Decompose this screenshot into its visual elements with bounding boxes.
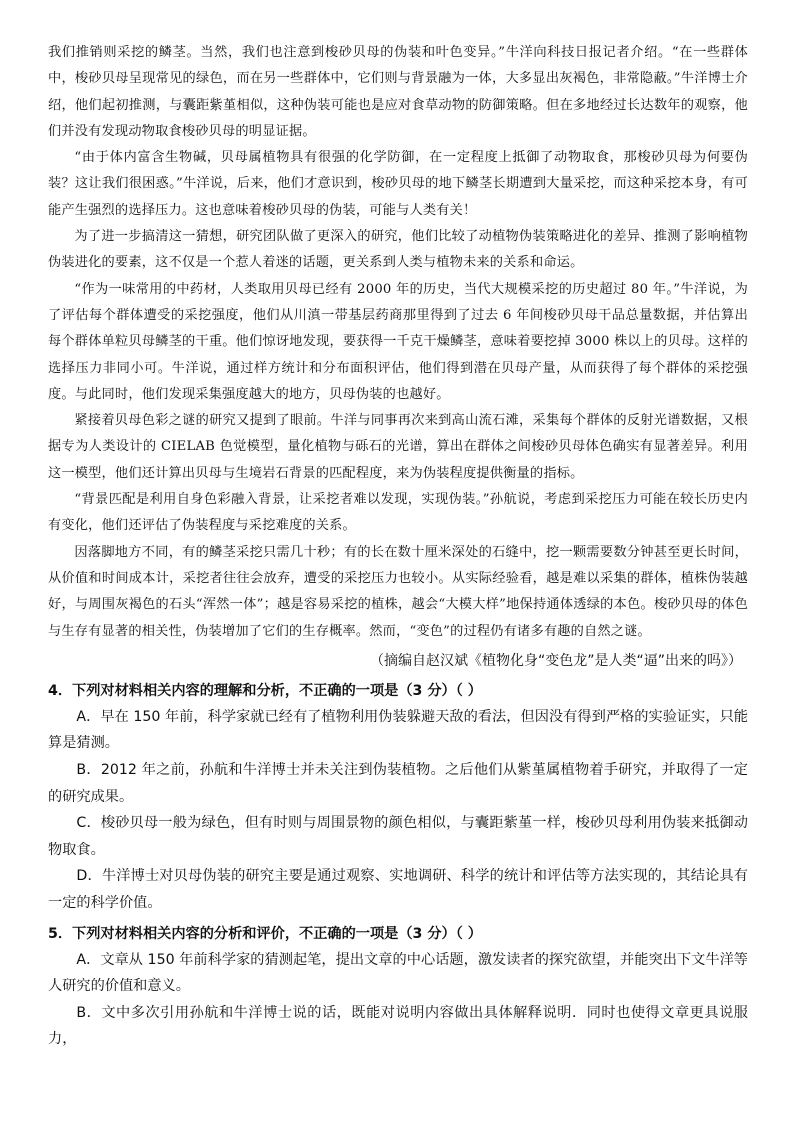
article-paragraph-6: “背景匹配是利用自身色彩融入背景，让采挖者难以发现，实现伪装。”孙航说，考虑到采挖压力可能在较长历史内有变化，他们还评估了伪装程度与采挖难度的关系。 xyxy=(48,492,748,534)
article-paragraph-4: “作为一味常用的中药材，人类取用贝母已经有 2000 年的历史，当代大规模采挖的历史超过 80 年。”牛洋说，为了评估每个群体遭受的采挖强度，他们从川滇一带基层药商那里得到了过去 6 年间梭砂贝母干品总量数据，并估算出每个群体单粒贝母鳞茎的干重。他们惊讶地发现，要获得一千克干燥鳞茎，意味着要挖掉 3000 株以上的贝母。这样的选择压力非同小可。牛洋说，通过样方统计和分布面积评估，他们得到潜在贝母产量，从而获得了每个群体的采挖强度。与此同时，他们发现采集强度越大的地方，贝母伪装的也越好。 xyxy=(48,281,748,402)
option-a: A．文章从 150 年前科学家的猜测起笔，提出文章的中心话题，激发读者的探究欲望，并能突出下文牛洋等人研究的价值和意义。 xyxy=(48,951,748,995)
article-paragraph-2: “由于体内富含生物碱，贝母属植物具有很强的化学防御，在一定程度上抵御了动物取食，那梭砂贝母为何要伪装？这让我们很困惑。”牛洋说，后来，他们才意识到，梭砂贝母的地下鳞茎长期遭到大量采挖，而这种采挖本身，有可能产生强烈的选择压力。这也意味着梭砂贝母的伪装，可能与人类有关！ xyxy=(48,150,748,218)
article-paragraph-1: 我们推销则采挖的鳞茎。当然，我们也注意到梭砂贝母的伪装和叶色变异。”牛洋向科技日报记者介绍。“在一些群体中，梭砂贝母呈现常见的绿色，而在另一些群体中，它们则与背景融为一体，大多显出灰褐色，非常隐蔽。”牛洋博士介绍，他们起初推测，与囊距紫堇相似，这种伪装可能也是应对食草动物的防御策略。但在多地经过长达数年的观察，他们并没有发现动物取食梭砂贝母的明显证据。 xyxy=(48,45,748,139)
article-source: （摘编自赵汉斌《植物化身“变色龙”是人类“逼”出来的吗》） xyxy=(369,652,742,669)
option-b: B．文中多次引用孙航和牛洋博士说的话，既能对说明内容做出具体解释说明．同时也使得文章更具说服力， xyxy=(48,1004,748,1048)
option-b: B．2012 年之前，孙航和牛洋博士并未关注到伪装植物。之后他们从紫堇属植物着手研究，并取得了一定的研究成果。 xyxy=(48,762,748,805)
article-paragraph-3: 为了进一步搞清这一猜想，研究团队做了更深入的研究，他们比较了动植物伪装策略进化的差异、推测了影响植物伪装进化的要素，这不仅是一个惹人着迷的话题，更关系到人类与植物未来的关系和命运。 xyxy=(48,229,748,271)
article-paragraph-7: 因落脚地方不同，有的鳞茎采挖只需几十秒；有的长在数十厘米深处的石缝中，挖一颗需要数分钟甚至更长时间，从价值和时间成本计，采挖者往往会放弃，遭受的采挖压力也较小。从实际经验看，越是难以采集的群体，植株伪装越好，与周围灰褐色的石头“浑然一体”；越是容易采挖的植株，越会“大模大样”地保持通体透绿的本色。梭砂贝母的体色与生存有显著的相关性，伪装增加了它们的生存概率。然而，“变色”的过程仍有诸多有趣的自然之谜。 xyxy=(48,544,748,639)
option-d: D．牛洋博士对贝母伪装的研究主要是通过观察、实地调研、科学的统计和评估等方法实现的，其结论具有一定的科学价值。 xyxy=(48,868,748,911)
article-body xyxy=(48,40,748,645)
question-stem: 5．下列对材料相关内容的分析和评价，不正确的一项是（3 分）（ ） xyxy=(48,925,482,942)
option-c: C．梭砂贝母一般为绿色，但有时则与周围景物的颜色相似，与囊距紫堇一样，梭砂贝母利用伪装来抵御动物取食。 xyxy=(48,815,748,858)
question-stem: 4．下列对材料相关内容的理解和分析，不正确的一项是（3 分）（ ） xyxy=(48,682,482,699)
article-paragraph-5: 紧接着贝母色彩之谜的研究又提到了眼前。牛洋与同事再次来到高山流石滩，采集每个群体的反射光谱数据，又根据专为人类设计的 CIELAB 色觉模型，量化植物与砾石的光谱，算出在群体之间梭砂贝母体色确实有显著差异。利用这一模型，他们还计算出贝母与生境岩石背景的匹配程度，来为伪装程度提供衡量的指标。 xyxy=(48,413,748,481)
question-5 xyxy=(48,921,748,1053)
option-a: A．早在 150 年前，科学家就已经有了植物利用伪装躲避天敌的看法，但因没有得到严格的实验证实，只能算是猜测。 xyxy=(48,708,748,752)
exam-page xyxy=(48,40,748,1053)
question-4 xyxy=(48,678,748,917)
